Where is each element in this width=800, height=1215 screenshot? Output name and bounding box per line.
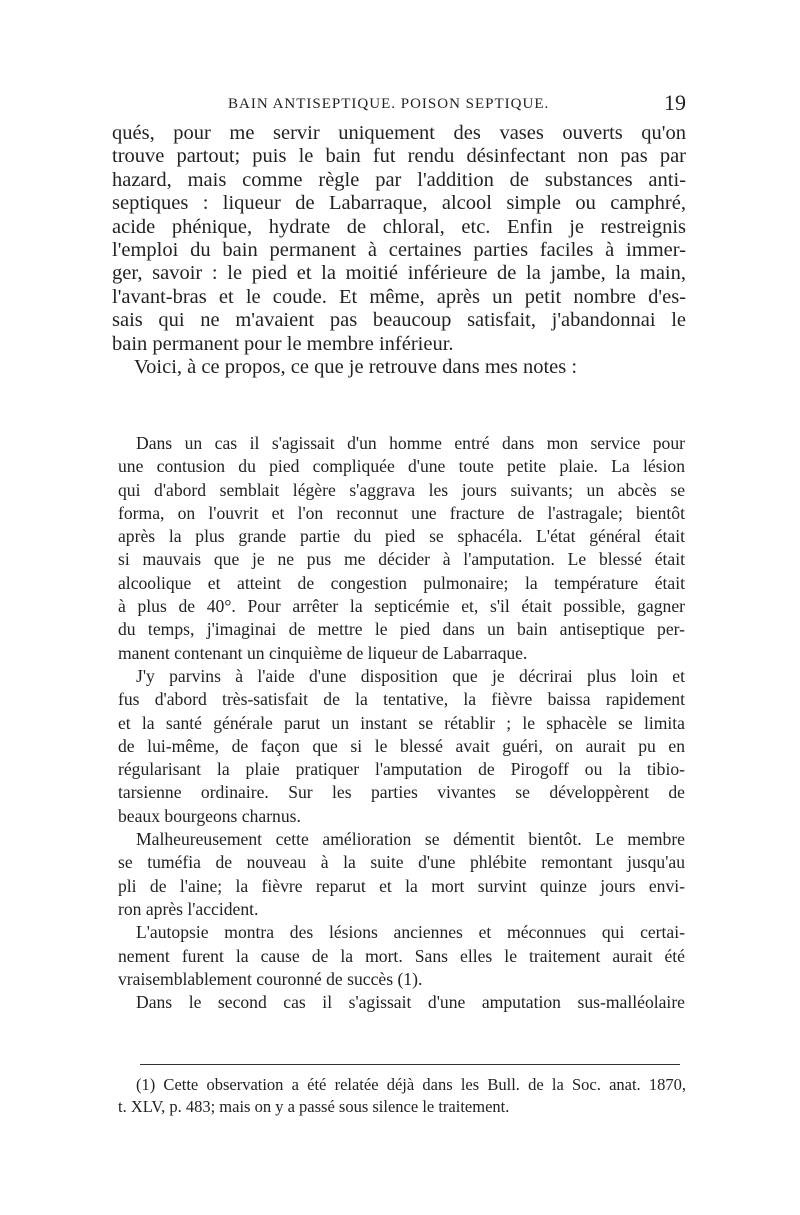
page-header — [112, 90, 686, 118]
notes-line: pli de l'aine; la fièvre reparut et la mort survint quinze jours envi- — [118, 875, 685, 896]
footnote-line: t. XLV, p. 483; mais on y a passé sous silence le traitement. — [118, 1097, 510, 1116]
text-line: l'avant-bras et le coude. Et même, après un petit nombre d'es- — [112, 285, 686, 308]
notes-line: se tuméfia de nouveau à la suite d'une phlébite remontant jusqu'au — [118, 852, 685, 873]
notes-line: forma, on l'ouvrit et l'on reconnut une fracture de l'astragale; bientôt — [118, 502, 685, 523]
notes-line: à plus de 40°. Pour arrêter la septicémie et, s'il était possible, gagner — [118, 596, 685, 617]
text-line: bain permanent pour le membre inférieur. — [112, 332, 454, 355]
notes-line: de lui-même, de façon que si le blessé avait guéri, on aurait pu en — [118, 735, 685, 756]
running-title: BAIN ANTISEPTIQUE. POISON SEPTIQUE. — [228, 96, 550, 112]
notes-line: Dans le second cas il s'agissait d'une amputation sus-malléolaire — [136, 992, 685, 1013]
notes-line: alcoolique et atteint de congestion pulmonaire; la température était — [118, 572, 685, 593]
notes-line: ron après l'accident. — [118, 898, 259, 919]
text-line: sais qui ne m'avaient pas beaucoup satisfait, j'abandonnai le — [112, 309, 686, 332]
notes-line: après la plus grande partie du pied se sphacéla. L'état général était — [118, 526, 685, 547]
notes-line: manent contenant un cinquième de liqueur de Labarraque. — [118, 642, 528, 663]
text-line: trouve partout; puis le bain fut rendu désinfectant non pas par — [112, 145, 686, 168]
notes-line: et la santé générale parut un instant se rétablir ; le sphacèle se limita — [118, 712, 685, 733]
text-line: qués, pour me servir uniquement des vases ouverts qu'on — [112, 122, 686, 144]
notes-line: nement furent la cause de la mort. Sans elles le traitement aurait été — [118, 945, 685, 966]
notes-line: J'y parvins à l'aide d'une disposition que je décrirai plus loin et — [136, 665, 685, 686]
case-notes — [118, 432, 685, 1014]
notes-line: Dans un cas il s'agissait d'un homme entré dans mon service pour — [136, 433, 685, 453]
text-line: acide phénique, hydrate de chloral, etc. Enfin je restreignis — [112, 215, 686, 238]
text-line: Voici, à ce propos, ce que je retrouve dans mes notes : — [134, 355, 578, 378]
notes-line: une contusion du pied compliquée d'une toute petite plaie. La lésion — [118, 456, 685, 477]
footnote-line: (1) Cette observation a été relatée déjà dans les Bull. de la Soc. anat. 1870, — [136, 1075, 686, 1094]
footnote-divider — [140, 1064, 680, 1065]
notes-line: fus d'abord très-satisfait de la tentative, la fièvre baissa rapidement — [118, 689, 685, 710]
notes-line: Malheureusement cette amélioration se démentit bientôt. Le membre — [136, 829, 685, 850]
notes-line: tarsienne ordinaire. Sur les parties vivantes se développèrent de — [118, 782, 685, 803]
notes-line: beaux bourgeons charnus. — [118, 805, 301, 826]
notes-line: du temps, j'imaginai de mettre le pied dans un bain antiseptique per- — [118, 619, 685, 640]
text-line: hazard, mais comme règle par l'addition de substances anti- — [112, 168, 686, 191]
text-line: septiques : liqueur de Labarraque, alcool simple ou camphré, — [112, 192, 686, 215]
main-text — [112, 122, 686, 379]
notes-line: régularisant la plaie pratiquer l'amputation de Pirogoff ou la tibio- — [118, 759, 685, 780]
text-line: l'emploi du bain permanent à certaines parties faciles à immer- — [112, 238, 686, 261]
notes-line: L'autopsie montra des lésions anciennes et méconnues qui certai- — [136, 922, 685, 943]
notes-line: vraisemblablement couronné de succès (1). — [118, 968, 423, 989]
text-line: ger, savoir : le pied et la moitié inférieure de la jambe, la main, — [112, 262, 686, 285]
notes-line: si mauvais que je ne pus me décider à l'amputation. Le blessé était — [118, 549, 685, 570]
notes-line: qui d'abord semblait légère s'aggrava les jours suivants; un abcès se — [118, 479, 685, 500]
page-number: 19 — [664, 90, 686, 115]
footnote — [118, 1074, 686, 1118]
